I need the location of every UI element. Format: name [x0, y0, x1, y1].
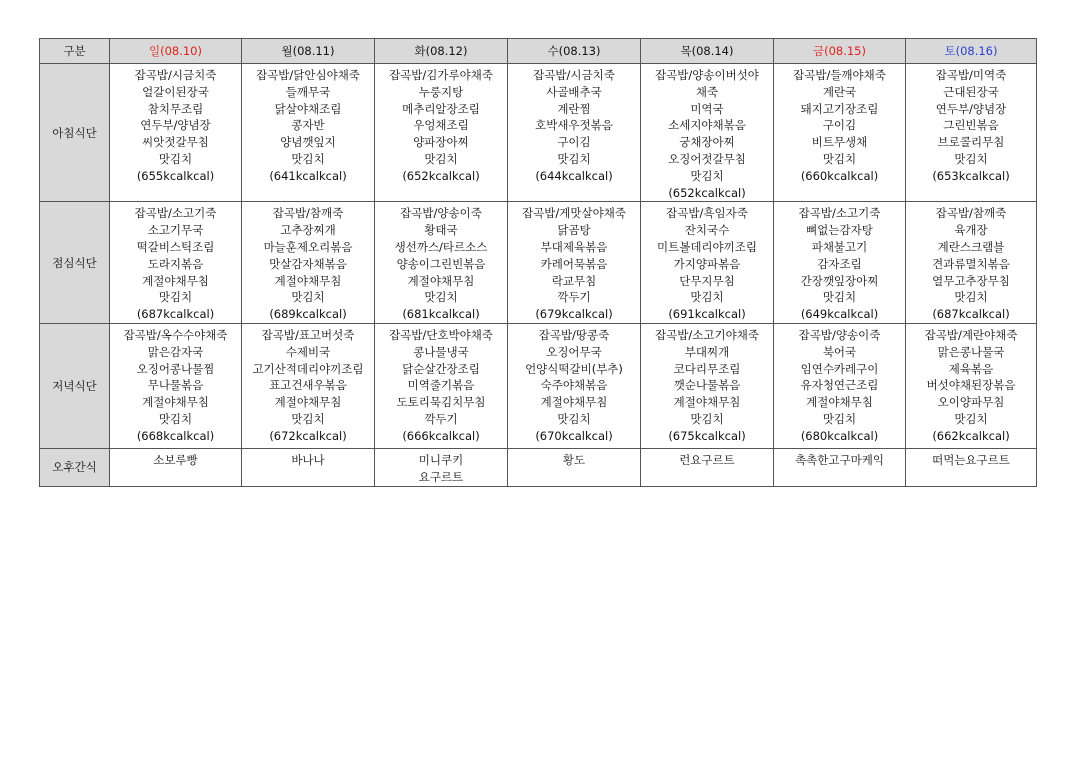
menu-cell-thu — [641, 448, 774, 486]
menu-item: 북어국 — [822, 344, 857, 359]
menu-item: 오이양파무침 — [937, 395, 1005, 410]
menu-item: 잡곡밥/게맛살야채죽 — [522, 206, 626, 221]
menu-cell-wed — [508, 202, 641, 324]
menu-item: 잡곡밥/닭안심야채죽 — [256, 68, 360, 82]
menu-item: 양념깻잎지 — [280, 135, 336, 150]
menu-item: 도라지볶음 — [147, 256, 204, 271]
menu-item: 버섯야채된장볶음 — [926, 378, 1016, 393]
menu-item: (655kcalkcal) — [136, 168, 215, 183]
menu-item: 생선까스/타르소스 — [394, 239, 488, 254]
menu-item: 계절야채무침 — [142, 395, 209, 410]
menu-item: 계란스크램블 — [937, 239, 1005, 254]
menu-item-list — [774, 202, 905, 323]
menu-item-list — [641, 64, 773, 201]
menu-item: (668kcalkcal) — [136, 428, 215, 443]
menu-item: (680kcalkcal) — [800, 428, 879, 443]
menu-item: 떠먹는요구르트 — [932, 452, 1010, 467]
menu-item: 간장깻잎장아찌 — [800, 273, 879, 288]
menu-item: 계절야채무침 — [673, 395, 741, 410]
menu-cell-tue — [375, 202, 508, 324]
menu-item: 잡곡밥/들깨야채죽 — [793, 68, 886, 82]
menu-cell-sat — [906, 202, 1037, 324]
menu-item: 맛김치 — [690, 168, 724, 183]
menu-item: 맛김치 — [557, 151, 591, 166]
menu-item: 맛김치 — [954, 290, 988, 305]
menu-item: 황도 — [562, 452, 586, 467]
menu-item: 콩자반 — [291, 118, 325, 133]
menu-item: 잡곡밥/옥수수야채죽 — [123, 327, 228, 342]
menu-item: 육개장 — [954, 223, 988, 238]
menu-item: 잡곡밥/양송이죽 — [798, 327, 881, 342]
meal-label: 아침식단 — [40, 64, 110, 202]
menu-item: 소고기무국 — [147, 223, 204, 238]
menu-item-list — [906, 324, 1036, 445]
menu-cell-sat — [906, 323, 1037, 448]
menu-item: 잡곡밥/계란야채죽 — [924, 327, 1018, 342]
menu-item-list — [110, 324, 241, 445]
menu-item: 잡곡밥/흑임자죽 — [666, 206, 748, 221]
menu-item-list — [641, 324, 773, 445]
snack-row — [40, 448, 1037, 486]
menu-item: 가지양파볶음 — [673, 256, 741, 271]
menu-item: 맛김치 — [424, 151, 458, 166]
menu-item: 호박새우젓볶음 — [535, 118, 613, 133]
menu-cell-fri — [774, 448, 906, 486]
menu-cell-mon — [242, 64, 375, 202]
menu-item: (666kcalkcal) — [402, 428, 480, 443]
menu-item: 떡갈비스틱조림 — [136, 239, 215, 254]
menu-item: 잡곡밥/양송이죽 — [400, 206, 482, 221]
menu-item-list — [375, 64, 507, 185]
menu-item: 연두부/양념장 — [140, 118, 211, 133]
menu-item: 채죽 — [695, 84, 719, 99]
menu-item: 카레어묵볶음 — [540, 256, 608, 271]
dinner-row — [40, 323, 1037, 448]
header-row — [40, 39, 1037, 64]
menu-item-list — [242, 202, 374, 323]
menu-cell-mon — [242, 448, 375, 486]
menu-cell-thu — [641, 202, 774, 324]
menu-item: 맑은콩나물국 — [937, 344, 1005, 359]
menu-cell-mon — [242, 323, 375, 448]
menu-cell-sat — [906, 64, 1037, 202]
menu-item: 맛김치 — [291, 411, 325, 426]
menu-item: 사골배추국 — [546, 84, 602, 99]
menu-item: 콩나물냉국 — [413, 344, 469, 359]
menu-item: 맛김치 — [954, 151, 988, 166]
day-header-mon: 월(08.11) — [242, 39, 375, 64]
menu-item: 맛김치 — [690, 411, 724, 426]
menu-item: 요구르트 — [418, 469, 464, 484]
menu-item: (675kcalkcal) — [668, 428, 746, 443]
menu-item: 계절야채무침 — [142, 273, 209, 288]
menu-item-list — [641, 202, 773, 323]
menu-item: 뼈없는감자탕 — [806, 223, 873, 238]
menu-item: 잡곡밥/미역죽 — [935, 68, 1007, 82]
menu-item-list — [110, 202, 241, 323]
menu-item: 잡곡밥/표고버섯죽 — [261, 327, 355, 342]
menu-item: 견과류멸치볶음 — [932, 256, 1010, 271]
menu-item: 닭곰탕 — [557, 223, 591, 238]
menu-item: 고기산적데리야끼조림 — [252, 361, 364, 376]
menu-item: 오징어콩나물찜 — [136, 361, 215, 376]
menu-item: 우엉채조림 — [413, 118, 469, 133]
menu-item: 부대제육볶음 — [540, 239, 608, 254]
menu-cell-wed — [508, 323, 641, 448]
menu-item: (687kcalkcal) — [136, 307, 215, 322]
menu-item-list — [774, 449, 905, 469]
meal-label: 점심식단 — [40, 202, 110, 324]
menu-item: 부대찌개 — [684, 344, 730, 359]
menu-item: 소보루빵 — [153, 452, 198, 467]
menu-item: 구이김 — [557, 135, 591, 150]
menu-item: 오징어무국 — [546, 344, 602, 359]
menu-item: 미역줄기볶음 — [407, 378, 475, 393]
lunch-row — [40, 202, 1037, 324]
menu-item: 잡곡밥/소고기죽 — [798, 206, 881, 221]
menu-item: (652kcalkcal) — [668, 185, 746, 200]
menu-item-list — [508, 64, 640, 185]
menu-item: 연두부/양념장 — [935, 101, 1007, 116]
menu-item-list — [110, 64, 241, 185]
menu-item: 감자조림 — [817, 256, 862, 271]
menu-item: 브로콜리무침 — [937, 135, 1005, 150]
menu-item: (644kcalkcal) — [535, 168, 613, 183]
menu-item: 궁채장아찌 — [679, 135, 735, 150]
menu-item: 맑은감자국 — [147, 344, 204, 359]
menu-item: 단무지무침 — [679, 273, 735, 288]
menu-item: 잡곡밥/참깨죽 — [272, 206, 344, 221]
menu-item: (670kcalkcal) — [535, 428, 613, 443]
menu-item: 바나나 — [291, 452, 325, 467]
menu-item: 미트볼데리야끼조림 — [657, 239, 757, 254]
menu-item: 비트무생채 — [811, 135, 868, 150]
menu-cell-tue — [375, 64, 508, 202]
menu-item: 런요구르트 — [679, 452, 735, 467]
meal-label: 오후간식 — [40, 448, 110, 486]
menu-item: 잡곡밥/단호박야채죽 — [389, 327, 493, 342]
menu-item: (689kcalkcal) — [269, 307, 347, 322]
menu-cell-mon — [242, 202, 375, 324]
menu-item: 돼지고기장조림 — [800, 101, 879, 116]
menu-item-list — [774, 64, 905, 185]
menu-item: 잔치국수 — [684, 223, 730, 238]
menu-cell-wed — [508, 448, 641, 486]
menu-item: 잡곡밥/시금치죽 — [533, 68, 615, 82]
breakfast-row — [40, 64, 1037, 202]
menu-item: 계절야채무침 — [806, 395, 873, 410]
menu-item: 잡곡밥/시금치죽 — [134, 68, 217, 82]
menu-item: 오징어젓갈무침 — [668, 151, 746, 166]
menu-item: 맛김치 — [158, 290, 193, 305]
menu-item-list — [242, 64, 374, 185]
menu-item: 마늘훈제오리볶음 — [263, 239, 353, 254]
menu-item: 잡곡밥/양송이버섯야 — [655, 68, 759, 82]
menu-item: 씨앗젓갈무침 — [142, 135, 209, 150]
menu-item: 그린빈볶음 — [943, 118, 999, 133]
day-header-fri: 금(08.15) — [774, 39, 906, 64]
menu-item: 잡곡밥/김가루야채죽 — [389, 68, 493, 82]
menu-cell-sat — [906, 448, 1037, 486]
menu-item: 열무고추장무침 — [932, 273, 1010, 288]
menu-item: 언양식떡갈비(부추) — [525, 361, 623, 376]
menu-item: 닭살야채조림 — [274, 101, 342, 116]
meal-label: 저녁식단 — [40, 323, 110, 448]
menu-item-list — [110, 449, 241, 469]
menu-item: 무나물볶음 — [147, 378, 204, 393]
menu-item: 맛김치 — [822, 290, 857, 305]
menu-item: (662kcalkcal) — [932, 428, 1010, 443]
menu-item: 깍두기 — [424, 411, 458, 426]
menu-item: 황태국 — [424, 223, 458, 238]
menu-item: (679kcalkcal) — [535, 307, 613, 322]
menu-item: 맛김치 — [424, 290, 458, 305]
menu-cell-fri — [774, 64, 906, 202]
menu-item-list — [774, 324, 905, 445]
menu-cell-fri — [774, 323, 906, 448]
menu-item-list — [906, 202, 1036, 323]
menu-item: 메추리알장조림 — [402, 101, 480, 116]
menu-item: (649kcalkcal) — [800, 307, 879, 322]
menu-item-list — [508, 202, 640, 323]
menu-item: 들깨무국 — [285, 84, 331, 99]
menu-cell-thu — [641, 64, 774, 202]
menu-item: 계란국 — [822, 84, 857, 99]
menu-item: 양파장아찌 — [413, 135, 469, 150]
menu-item-list — [375, 449, 507, 486]
menu-item: (687kcalkcal) — [932, 307, 1010, 322]
menu-cell-fri — [774, 202, 906, 324]
menu-item: 맛김치 — [822, 411, 857, 426]
menu-item: 수제비국 — [285, 344, 331, 359]
menu-item: 근대된장국 — [943, 84, 999, 99]
menu-item: 맛살감자채볶음 — [269, 256, 347, 271]
menu-cell-sun — [110, 448, 242, 486]
menu-item: 잡곡밥/소고기죽 — [134, 206, 217, 221]
menu-item: 표고건새우볶음 — [269, 378, 347, 393]
menu-item: (641kcalkcal) — [269, 168, 347, 183]
menu-item: 소세지야채볶음 — [668, 118, 746, 133]
menu-item: 닭순살간장조림 — [402, 361, 480, 376]
menu-item: 도토리묵김치무침 — [396, 395, 486, 410]
menu-item: 고추장찌개 — [280, 223, 336, 238]
menu-item: (681kcalkcal) — [402, 307, 480, 322]
menu-cell-sun — [110, 202, 242, 324]
menu-item: (691kcalkcal) — [668, 307, 746, 322]
menu-item-list — [375, 202, 507, 323]
menu-item-list — [375, 324, 507, 445]
menu-item-list — [906, 449, 1036, 469]
menu-item: 계란찜 — [557, 101, 591, 116]
day-header-thu: 목(08.14) — [641, 39, 774, 64]
menu-body — [40, 64, 1037, 487]
menu-item: 깻순나물볶음 — [673, 378, 741, 393]
menu-item: 맛김치 — [291, 151, 325, 166]
menu-item: 얼갈이된장국 — [142, 84, 209, 99]
menu-item: 맛김치 — [690, 290, 724, 305]
menu-item: 미니쿠키 — [418, 452, 464, 467]
menu-item: 잡곡밥/땅콩죽 — [538, 327, 610, 342]
menu-item: 잡곡밥/소고기야채죽 — [655, 327, 759, 342]
day-header-tue: 화(08.12) — [375, 39, 508, 64]
menu-item: 유자청연근조림 — [800, 378, 879, 393]
menu-item: 락교무침 — [551, 273, 597, 288]
menu-item: 맛김치 — [822, 151, 857, 166]
menu-item: 코다리무조림 — [673, 361, 741, 376]
menu-cell-wed — [508, 64, 641, 202]
menu-item: 맛김치 — [557, 411, 591, 426]
menu-item: 계절야채무침 — [274, 273, 342, 288]
menu-item: (672kcalkcal) — [269, 428, 347, 443]
menu-item: (660kcalkcal) — [800, 168, 879, 183]
day-header-wed: 수(08.13) — [508, 39, 641, 64]
menu-item: (652kcalkcal) — [402, 168, 480, 183]
menu-cell-thu — [641, 323, 774, 448]
menu-item-list — [641, 449, 773, 469]
header-corner-cell: 구분 — [40, 39, 110, 64]
menu-item: 계절야채무침 — [274, 395, 342, 410]
menu-cell-tue — [375, 448, 508, 486]
menu-item: (653kcalkcal) — [932, 168, 1010, 183]
menu-item: 잡곡밥/참깨죽 — [935, 206, 1007, 221]
menu-item: 계절야채무침 — [540, 395, 608, 410]
menu-cell-sun — [110, 64, 242, 202]
day-header-sat: 토(08.16) — [906, 39, 1037, 64]
menu-cell-sun — [110, 323, 242, 448]
menu-item: 맛김치 — [158, 411, 193, 426]
menu-item: 맛김치 — [954, 411, 988, 426]
menu-item: 맛김치 — [291, 290, 325, 305]
menu-item: 양송이그린빈볶음 — [396, 256, 486, 271]
menu-item: 파채불고기 — [811, 239, 868, 254]
menu-item: 구이김 — [822, 118, 857, 133]
menu-item-list — [508, 324, 640, 445]
menu-item-list — [906, 64, 1036, 185]
menu-item: 참치무조림 — [147, 101, 204, 116]
menu-item: 미역국 — [690, 101, 724, 116]
menu-item: 제육볶음 — [948, 361, 994, 376]
menu-item: 임연수카레구이 — [800, 361, 879, 376]
menu-item: 계절야채무침 — [407, 273, 475, 288]
menu-item: 누룽지탕 — [418, 84, 464, 99]
menu-item: 맛김치 — [158, 151, 193, 166]
weekly-menu-table — [39, 38, 1037, 487]
menu-item: 촉촉한고구마케익 — [795, 452, 884, 467]
day-header-sun: 일(08.10) — [110, 39, 242, 64]
menu-item-list — [242, 324, 374, 445]
menu-item-list — [242, 449, 374, 469]
menu-item-list — [508, 449, 640, 469]
menu-item: 깍두기 — [557, 290, 591, 305]
menu-item: 숙주야채볶음 — [540, 378, 608, 393]
menu-cell-tue — [375, 323, 508, 448]
